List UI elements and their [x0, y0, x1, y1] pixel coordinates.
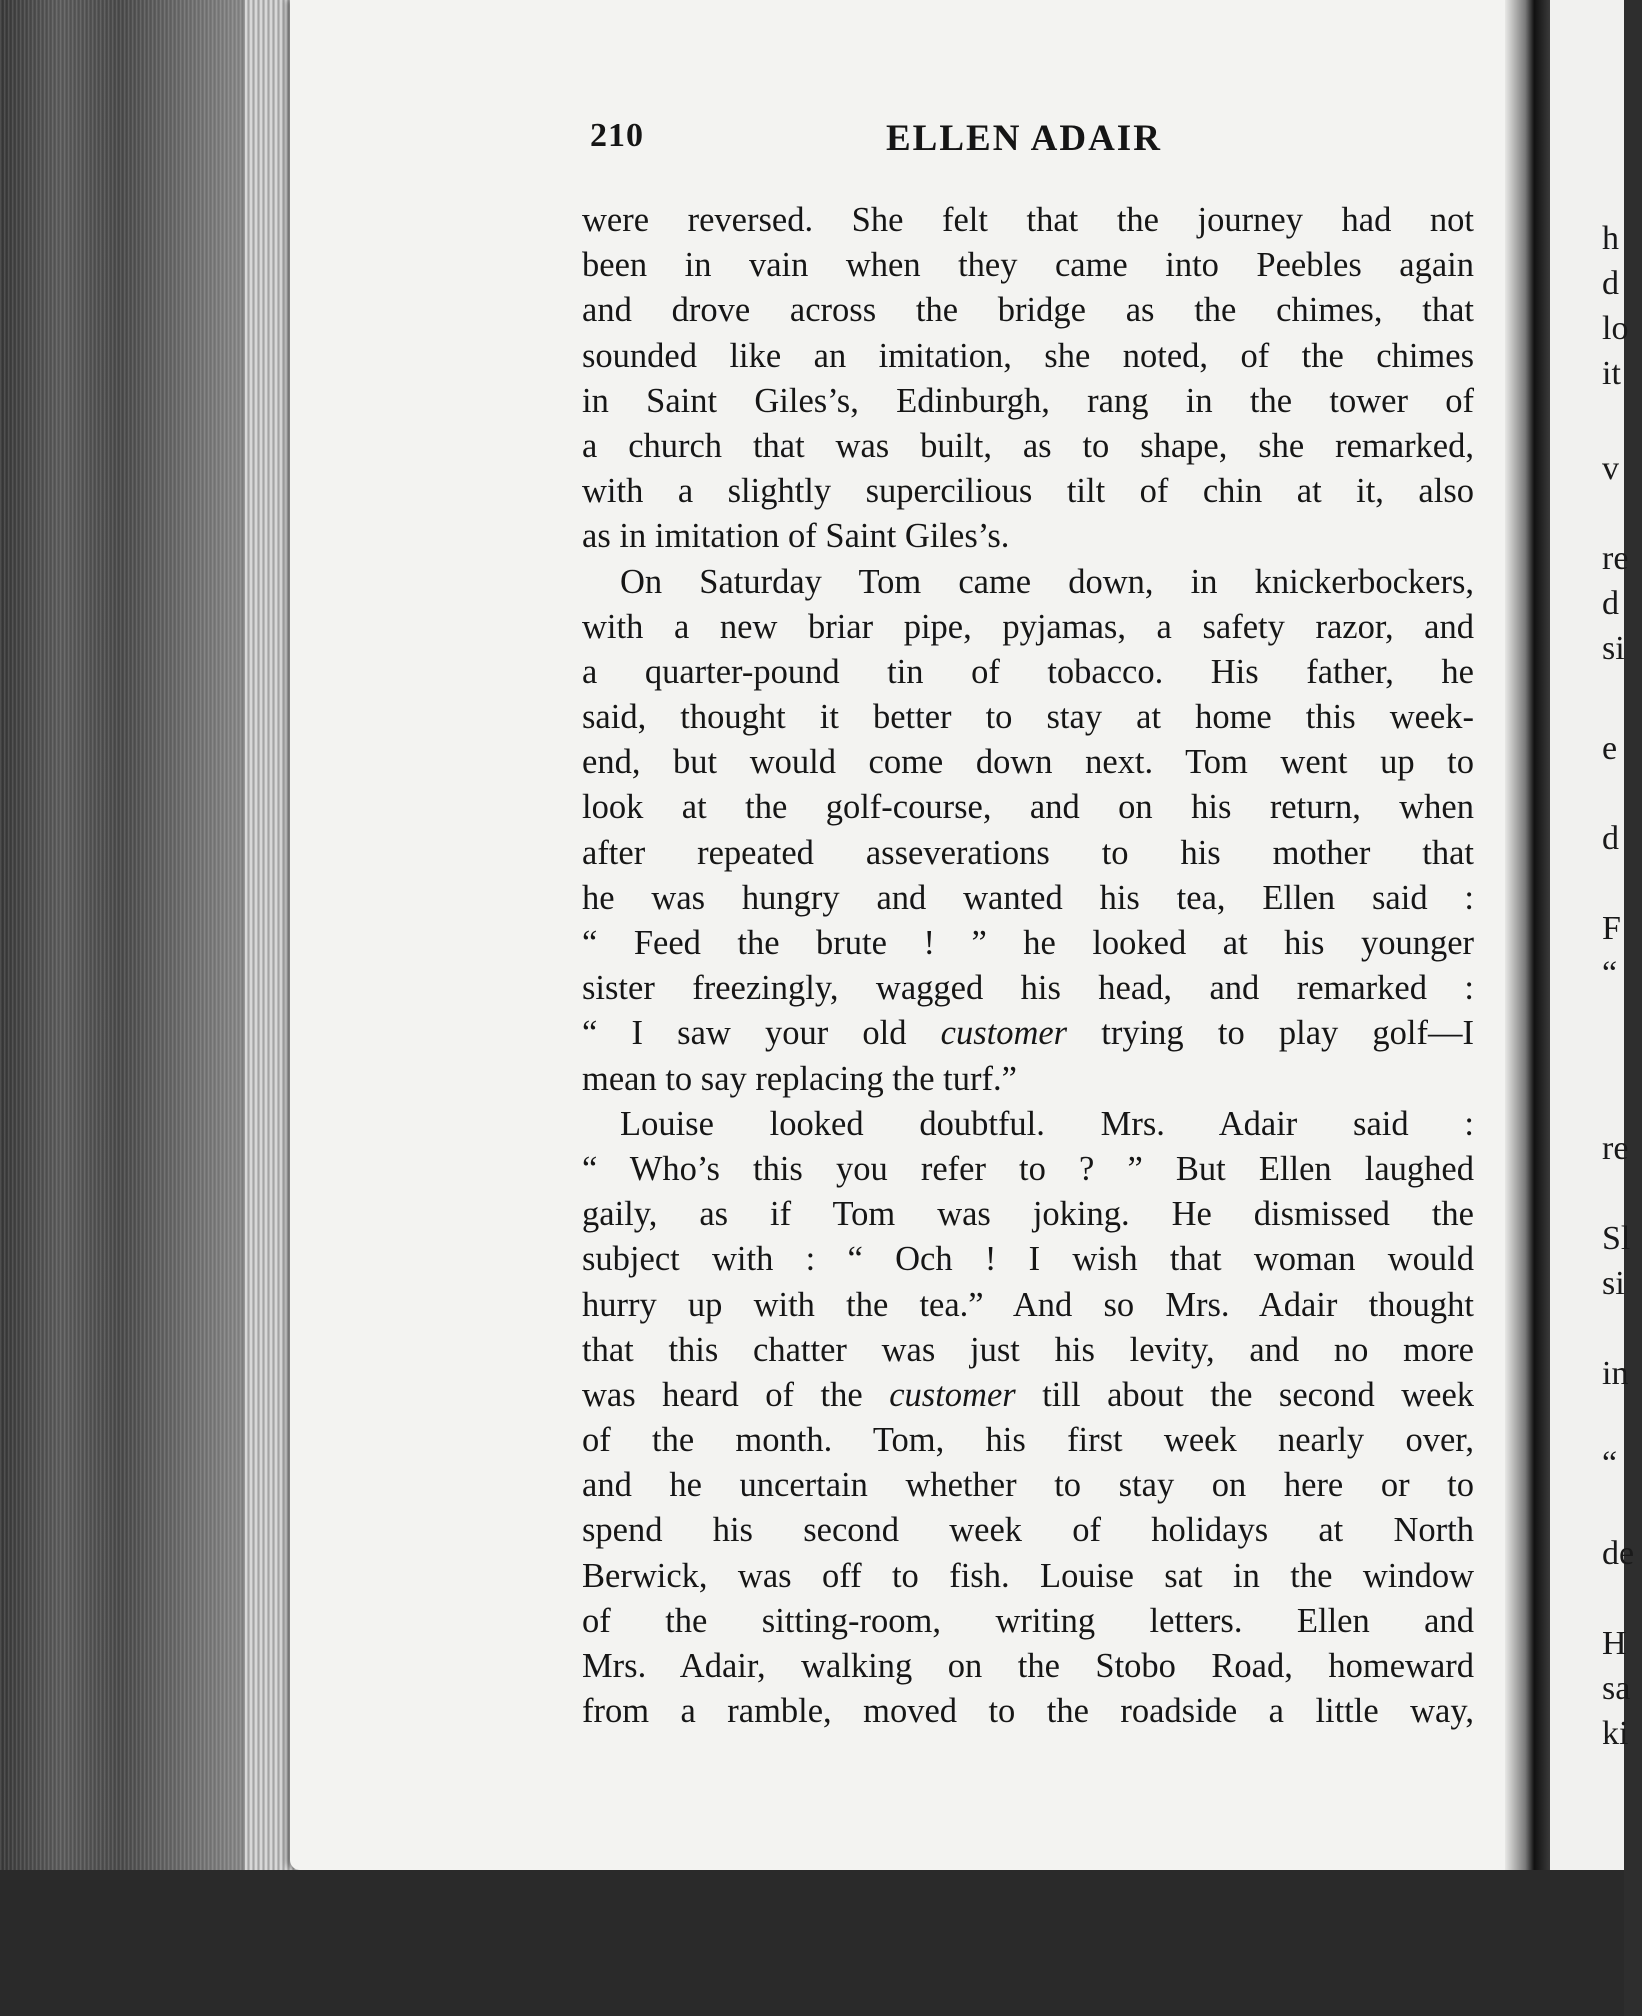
text-line: been in vain when they came into Peebles again	[582, 246, 1474, 285]
facing-fragment: “	[1602, 955, 1618, 992]
facing-fragment: in	[1602, 1355, 1629, 1392]
body-text	[582, 198, 1474, 1734]
book-gutter	[1505, 0, 1550, 2016]
facing-fragment: it	[1602, 355, 1621, 392]
text-line: hurry up with the tea.” And so Mrs. Adair thought	[582, 1285, 1474, 1324]
facing-fragment: h	[1602, 220, 1619, 257]
text-line: said, thought it better to stay at home this week-	[582, 698, 1474, 737]
text-line: of the sitting-room, writing letters. Ellen and	[582, 1601, 1474, 1640]
facing-fragment: sa	[1602, 1670, 1631, 1707]
facing-fragment: ki	[1602, 1715, 1629, 1752]
facing-fragment: d	[1602, 585, 1619, 622]
text-line: in Saint Giles’s, Edinburgh, rang in the tower of	[582, 381, 1474, 420]
text-line: end, but would come down next. Tom went up to	[582, 743, 1474, 782]
text-line: was heard of the customer till about the second week	[582, 1375, 1475, 1414]
text-line: and he uncertain whether to stay on here or to	[582, 1466, 1474, 1505]
text-line: Mrs. Adair, walking on the Stobo Road, homeward	[582, 1647, 1474, 1685]
text-line: a quarter-pound tin of tobacco. His father, he	[582, 652, 1474, 691]
facing-fragment: “	[1602, 1445, 1618, 1482]
facing-fragment: re	[1602, 1130, 1629, 1167]
text-line: were reversed. She felt that the journey had not	[582, 201, 1474, 239]
page-number: 210	[590, 117, 644, 154]
facing-fragment: de	[1602, 1535, 1635, 1572]
text-line: of the month. Tom, his first week nearly over,	[582, 1421, 1474, 1460]
facing-fragment: v	[1602, 450, 1619, 487]
text-line: On Saturday Tom came down, in knickerbockers,	[620, 562, 1474, 601]
facing-fragment: d	[1602, 820, 1619, 857]
facing-fragment: si	[1602, 630, 1625, 667]
text-line: and drove across the bridge as the chimes, that	[582, 291, 1474, 330]
text-line: “ Who’s this you refer to ? ” But Ellen laughed	[582, 1149, 1474, 1188]
text-line: from a ramble, moved to the roadside a little way,	[582, 1692, 1474, 1731]
text-line: sister freezingly, wagged his head, and remarked :	[582, 969, 1474, 1008]
text-line: he was hungry and wanted his tea, Ellen said :	[582, 878, 1474, 917]
background-shadow	[0, 1870, 1624, 2016]
facing-fragment: re	[1602, 540, 1629, 577]
facing-fragment: lo	[1602, 310, 1629, 347]
facing-fragment: F	[1602, 910, 1621, 947]
facing-fragment: si	[1602, 1265, 1625, 1302]
text-line: that this chatter was just his levity, and no more	[582, 1330, 1474, 1369]
facing-fragment: Sl	[1602, 1220, 1631, 1257]
facing-fragment: H	[1602, 1625, 1627, 1662]
text-line: Louise looked doubtful. Mrs. Adair said :	[620, 1104, 1474, 1143]
text-line: “ Feed the brute ! ” he looked at his younger	[582, 924, 1474, 962]
text-line: subject with : “ Och ! I wish that woman would	[582, 1240, 1474, 1279]
text-line: mean to say replacing the turf.”	[582, 1059, 1017, 1098]
italic-word: customer	[889, 1375, 1016, 1414]
text-line: as in imitation of Saint Giles’s.	[582, 517, 1010, 556]
text-line: “ I saw your old customer trying to play golf—I	[582, 1014, 1474, 1053]
running-head: ELLEN ADAIR	[886, 118, 1162, 159]
text-line: Berwick, was off to fish. Louise sat in the window	[582, 1556, 1474, 1595]
text-line: look at the golf-course, and on his return, when	[582, 788, 1474, 827]
text-line: after repeated asseverations to his mother that	[582, 833, 1474, 872]
page-header	[590, 117, 1470, 167]
text-line: with a slightly supercilious tilt of chin at it, also	[582, 472, 1474, 511]
italic-word: customer	[940, 1014, 1068, 1053]
text-line: gaily, as if Tom was joking. He dismissed the	[582, 1195, 1474, 1234]
facing-fragment: d	[1602, 265, 1619, 302]
text-line: spend his second week of holidays at North	[582, 1511, 1474, 1550]
facing-fragment: e	[1602, 730, 1618, 767]
text-line: sounded like an imitation, she noted, of the chimes	[582, 336, 1474, 375]
text-line: with a new briar pipe, pyjamas, a safety razor, and	[582, 607, 1474, 646]
text-line: a church that was built, as to shape, she remarked,	[582, 426, 1474, 465]
